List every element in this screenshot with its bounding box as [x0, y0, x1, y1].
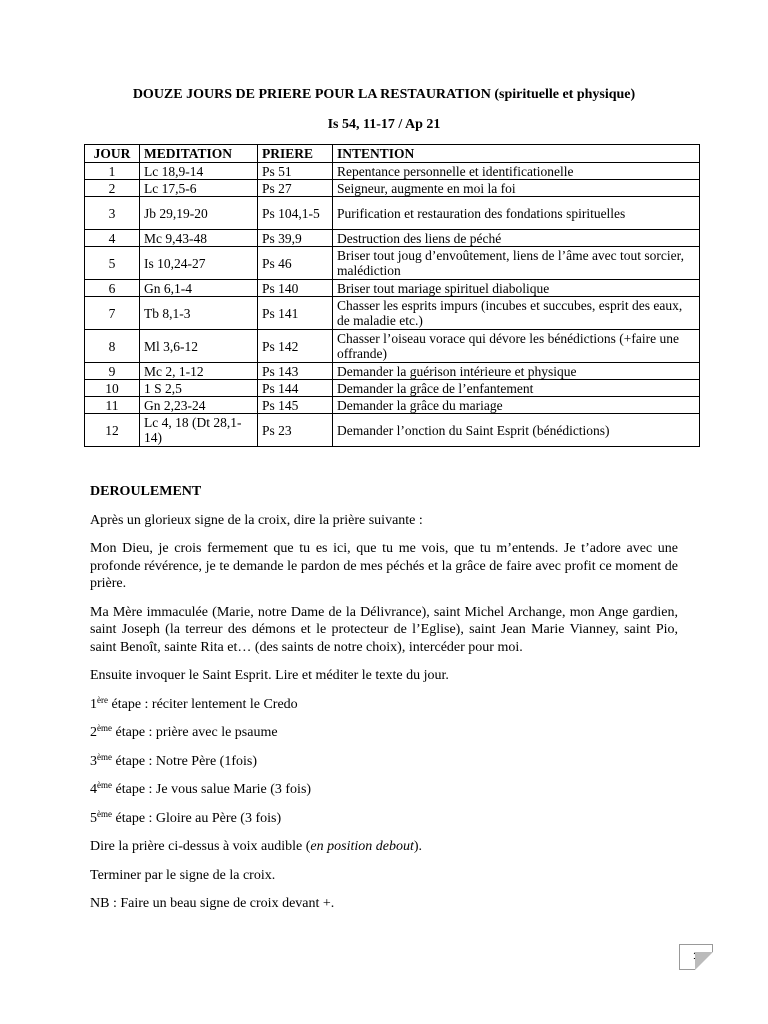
prayer-schedule-table [84, 144, 700, 447]
opening-prayer: Mon Dieu, je crois fermement que tu es ici, que tu me vois, que tu m’entends. Je t’adore avec une profonde révérence, je te demande le pardon de mes péchés et la grâce de faire avec profit ce moment de prière. [90, 541, 678, 591]
cell-priere: Ps 46 [258, 247, 333, 280]
cell-priere: Ps 27 [258, 180, 333, 197]
cell-jour: 10 [85, 380, 140, 397]
cell-priere: Ps 51 [258, 163, 333, 180]
document-title: DOUZE JOURS DE PRIERE POUR LA RESTAURATION (spirituelle et physique) [132, 87, 636, 102]
page-number: 1 [693, 951, 699, 962]
cell-priere: Ps 144 [258, 380, 333, 397]
cell-meditation: Mc 2, 1-12 [140, 363, 258, 380]
page-number-badge [679, 944, 713, 970]
cell-jour: 4 [85, 230, 140, 247]
cell-priere: Ps 39,9 [258, 230, 333, 247]
step-item [90, 781, 678, 799]
aloud-text-after: ). [413, 839, 423, 854]
header-intention: INTENTION [333, 145, 700, 163]
step-text: étape : prière avec le psaume [112, 725, 278, 740]
cell-meditation: Lc 18,9-14 [140, 163, 258, 180]
step-number: 1 [90, 696, 97, 712]
step-ordinal: ère [97, 694, 108, 705]
cell-jour: 8 [85, 330, 140, 363]
header-priere: PRIERE [258, 145, 333, 163]
cell-intention: Demander la grâce du mariage [333, 397, 700, 414]
cell-priere: Ps 23 [258, 414, 333, 447]
step-number: 3 [90, 753, 97, 769]
table-row [85, 414, 700, 447]
cell-jour: 7 [85, 297, 140, 330]
cell-intention: Destruction des liens de péché [333, 230, 700, 247]
cell-meditation: Tb 8,1-3 [140, 297, 258, 330]
step-text: étape : réciter lentement le Credo [108, 696, 298, 712]
deroulement-section [90, 483, 678, 924]
deroulement-heading: DEROULEMENT [90, 484, 202, 499]
cell-intention: Purification et restauration des fondations spirituelles [333, 197, 700, 230]
cell-meditation: Mc 9,43-48 [140, 230, 258, 247]
cell-intention: Demander la guérison intérieure et physique [333, 363, 700, 380]
step-number: 4 [90, 782, 97, 797]
step-item [90, 724, 678, 742]
table-row [85, 230, 700, 247]
cell-intention: Demander l’onction du Saint Esprit (bénédictions) [333, 414, 700, 447]
aloud-paragraph [90, 838, 678, 856]
intro-paragraph: Après un glorieux signe de la croix, dire la prière suivante : [90, 512, 423, 528]
step-number: 2 [90, 725, 97, 740]
invoke-paragraph: Ensuite invoquer le Saint Esprit. Lire et méditer le texte du jour. [90, 668, 449, 683]
table-row [85, 380, 700, 397]
cell-meditation: Gn 6,1-4 [140, 280, 258, 297]
cell-meditation: Ml 3,6-12 [140, 330, 258, 363]
header-jour: JOUR [85, 145, 140, 163]
cell-meditation: 1 S 2,5 [140, 380, 258, 397]
step-ordinal: ème [97, 751, 112, 762]
cell-jour: 5 [85, 247, 140, 280]
page-fold-icon [695, 952, 713, 970]
table-row [85, 197, 700, 230]
table-row [85, 297, 700, 330]
cell-priere: Ps 143 [258, 363, 333, 380]
cell-meditation: Jb 29,19-20 [140, 197, 258, 230]
step-item [90, 696, 678, 714]
cell-jour: 12 [85, 414, 140, 447]
table-row [85, 180, 700, 197]
cell-priere: Ps 104,1-5 [258, 197, 333, 230]
step-number: 5 [90, 810, 97, 826]
cell-priere: Ps 141 [258, 297, 333, 330]
table-row [85, 247, 700, 280]
cell-meditation: Is 10,24-27 [140, 247, 258, 280]
table-header-row [85, 145, 700, 163]
scripture-reference: Is 54, 11-17 / Ap 21 [327, 117, 441, 132]
table-row [85, 397, 700, 414]
cell-priere: Ps 145 [258, 397, 333, 414]
cell-intention: Seigneur, augmente en moi la foi [333, 180, 700, 197]
cell-jour: 11 [85, 397, 140, 414]
table-row [85, 163, 700, 180]
cell-intention: Chasser l’oiseau vorace qui dévore les bénédictions (+faire une offrande) [333, 330, 700, 363]
table-row [85, 330, 700, 363]
step-item [90, 753, 678, 771]
step-item [90, 810, 678, 828]
intercession-prayer: Ma Mère immaculée (Marie, notre Dame de la Délivrance), saint Michel Archange, mon Ange gardien, saint Joseph (la terreur des démons et le protecteur de l’Eglise), saint Jean Marie Vianney, saint Pio, saint Benoît, sainte Rita et… (des saints de notre choix), intercéder pour moi. [90, 604, 678, 655]
cell-meditation: Lc 4, 18 (Dt 28,1-14) [140, 414, 258, 447]
cell-intention: Briser tout mariage spirituel diabolique [333, 280, 700, 297]
aloud-text-before: Dire la prière ci-dessus à voix audible ( [90, 839, 311, 854]
step-text: étape : Je vous salue Marie (3 fois) [112, 782, 312, 797]
cell-jour: 2 [85, 180, 140, 197]
step-ordinal: ème [97, 723, 112, 733]
cell-intention: Chasser les esprits impurs (incubes et succubes, esprit des eaux, de maladie etc.) [333, 297, 700, 330]
finish-paragraph: Terminer par le signe de la croix. [90, 867, 276, 883]
nb-paragraph: NB : Faire un beau signe de croix devant +. [90, 896, 335, 911]
cell-priere: Ps 140 [258, 280, 333, 297]
steps-list [90, 696, 678, 828]
cell-jour: 1 [85, 163, 140, 180]
table-row [85, 280, 700, 297]
aloud-text-italic: en position debout [310, 839, 414, 854]
step-ordinal: ème [97, 780, 112, 790]
cell-intention: Demander la grâce de l’enfantement [333, 380, 700, 397]
table-row [85, 363, 700, 380]
step-text: étape : Gloire au Père (3 fois) [112, 810, 282, 826]
cell-intention: Repentance personnelle et identificationelle [333, 163, 700, 180]
header-meditation: MEDITATION [140, 145, 258, 163]
cell-priere: Ps 142 [258, 330, 333, 363]
cell-intention: Briser tout joug d’envoûtement, liens de l’âme avec tout sorcier, malédiction [333, 247, 700, 280]
cell-meditation: Gn 2,23-24 [140, 397, 258, 414]
cell-jour: 9 [85, 363, 140, 380]
step-ordinal: ème [97, 808, 112, 819]
cell-meditation: Lc 17,5-6 [140, 180, 258, 197]
cell-jour: 6 [85, 280, 140, 297]
step-text: étape : Notre Père (1fois) [112, 753, 257, 769]
cell-jour: 3 [85, 197, 140, 230]
